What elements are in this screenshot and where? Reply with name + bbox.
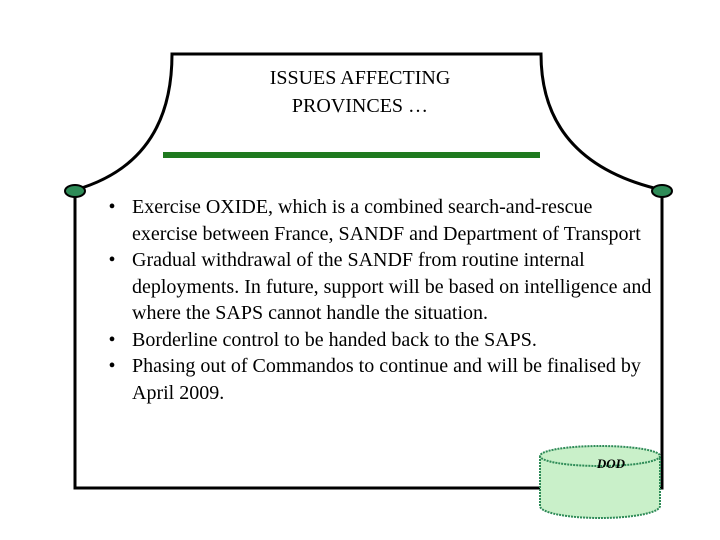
dod-badge-label: DOD — [596, 456, 626, 471]
left-corner-knob — [65, 185, 85, 197]
bullet-dot: • — [108, 328, 116, 351]
bullet-text: Phasing out of Commandos to continue and will be finalised by April 2009. — [132, 355, 641, 404]
bullet-dot: • — [108, 249, 116, 271]
slide-title — [190, 64, 530, 120]
bullet-item — [96, 353, 661, 406]
bullet-text: Gradual withdrawal of the SANDF from routine internal deployments. In future, support will be based on intelligence and where the SAPS cannot handle the situation. — [132, 249, 652, 324]
title-line-2: PROVINCES … — [291, 95, 429, 117]
bullet-item — [96, 247, 661, 327]
bullet-dot: • — [108, 355, 116, 377]
bullet-dot: • — [108, 196, 116, 218]
bullet-text: Exercise OXIDE, which is a combined search-and-rescue exercise between France, SANDF and Department of Transport — [132, 196, 641, 245]
bullet-item — [96, 327, 661, 354]
bullet-list — [96, 194, 661, 406]
bullet-item — [96, 194, 661, 247]
bullet-text: Borderline control to be handed back to the SAPS. — [132, 328, 537, 351]
title-line-1: ISSUES AFFECTING — [269, 67, 451, 89]
